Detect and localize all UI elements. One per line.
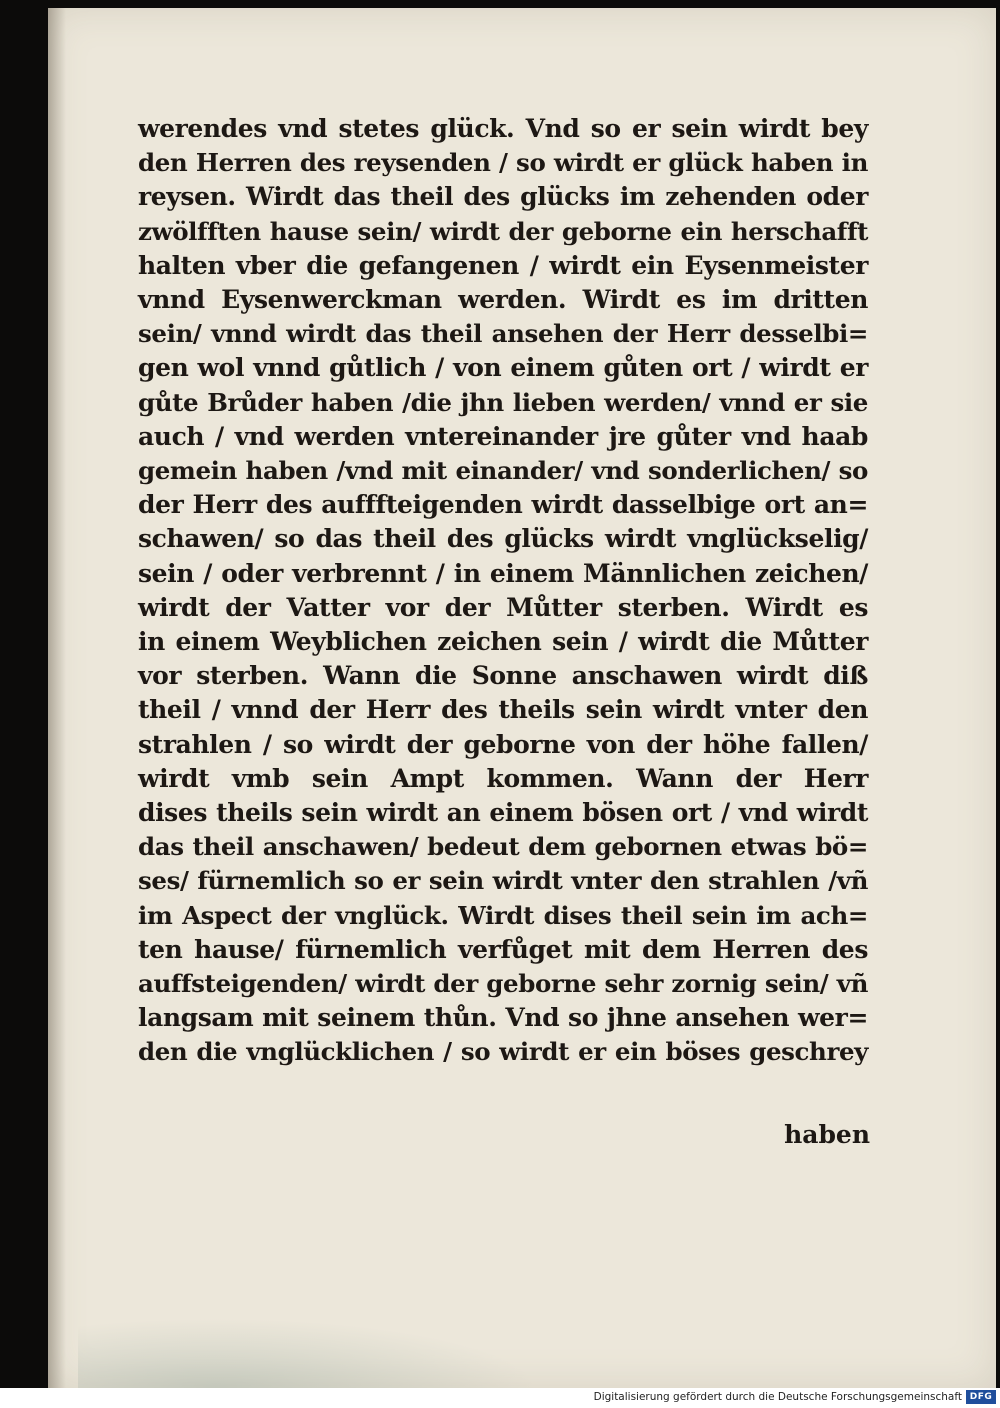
page-text-block — [138, 112, 868, 1070]
footer-credit: Digitalisierung gefördert durch die Deutsche Forschungsgemeinschaft — [593, 1391, 962, 1403]
text-line: wirdt vmb sein Ampt kommen. Wann der Herr — [138, 763, 868, 793]
page-stain — [78, 1318, 538, 1388]
text-line: schawen/ so das theil des glücks wirdt vnglückselig/ — [138, 524, 868, 554]
text-line: reysen. Wirdt das theil des glücks im zehenden oder — [138, 182, 868, 212]
footer-bar — [0, 1388, 1000, 1408]
text-line: langsam mit seinem thůn. Vnd so jhne ansehen wer= — [138, 1003, 868, 1033]
text-line: halten vber die gefangenen / wirdt ein Eysenmeister — [138, 250, 868, 280]
page-gutter-shadow — [48, 8, 66, 1388]
text-line: den Herren des reysenden / so wirdt er glück haben in — [138, 148, 868, 178]
text-line: strahlen / so wirdt der geborne von der höhe fallen/ — [138, 729, 868, 759]
text-line: theil / vnnd der Herr des theils sein wirdt vnter den — [138, 695, 868, 725]
text-line: gůte Brůder haben /die jhn lieben werden/ vnnd er sie — [138, 387, 868, 417]
text-line: sein/ vnnd wirdt das theil ansehen der Herr desselbi= — [138, 319, 868, 349]
text-line: ten hause/ fürnemlich verfůget mit dem Herren des — [138, 934, 868, 964]
text-line: ses/ fürnemlich so er sein wirdt vnter den strahlen /vñ — [138, 866, 868, 896]
text-line: auch / vnd werden vntereinander jre gůter vnd haab — [138, 421, 868, 451]
text-line: zwölfften hause sein/ wirdt der geborne ein herschafft — [138, 216, 868, 246]
dfg-logo-icon: DFG — [966, 1390, 996, 1404]
text-line: auffsteigenden/ wirdt der geborne sehr zornig sein/ vñ — [138, 969, 868, 999]
text-line: gemein haben /vnd mit einander/ vnd sonderlichen/ so — [138, 456, 868, 486]
text-line: der Herr des aufffteigenden wirdt dasselbige ort an= — [138, 490, 868, 520]
text-line: dises theils sein wirdt an einem bösen ort / vnd wirdt — [138, 798, 868, 828]
text-line: gen wol vnnd gůtlich / von einem gůten ort / wirdt er — [138, 353, 868, 383]
text-line: im Aspect der vnglück. Wirdt dises theil sein im ach= — [138, 900, 868, 930]
text-line: vnnd Eysenwerckman werden. Wirdt es im dritten — [138, 285, 868, 315]
text-line: vor sterben. Wann die Sonne anschawen wirdt diß — [138, 661, 868, 691]
text-line: in einem Weyblichen zeichen sein / wirdt die Můtter — [138, 627, 868, 657]
text-line: wirdt der Vatter vor der Můtter sterben. Wirdt es — [138, 592, 868, 622]
text-line: werendes vnd stetes glück. Vnd so er sein wirdt bey — [138, 114, 868, 143]
text-line: das theil anschawen/ bedeut dem gebornen etwas bö= — [138, 832, 868, 862]
catchword: haben — [784, 1120, 870, 1149]
text-line: den die vnglücklichen / so wirdt er ein böses geschrey — [138, 1037, 868, 1067]
text-line: sein / oder verbrennt / in einem Männlichen zeichen/ — [138, 558, 868, 588]
